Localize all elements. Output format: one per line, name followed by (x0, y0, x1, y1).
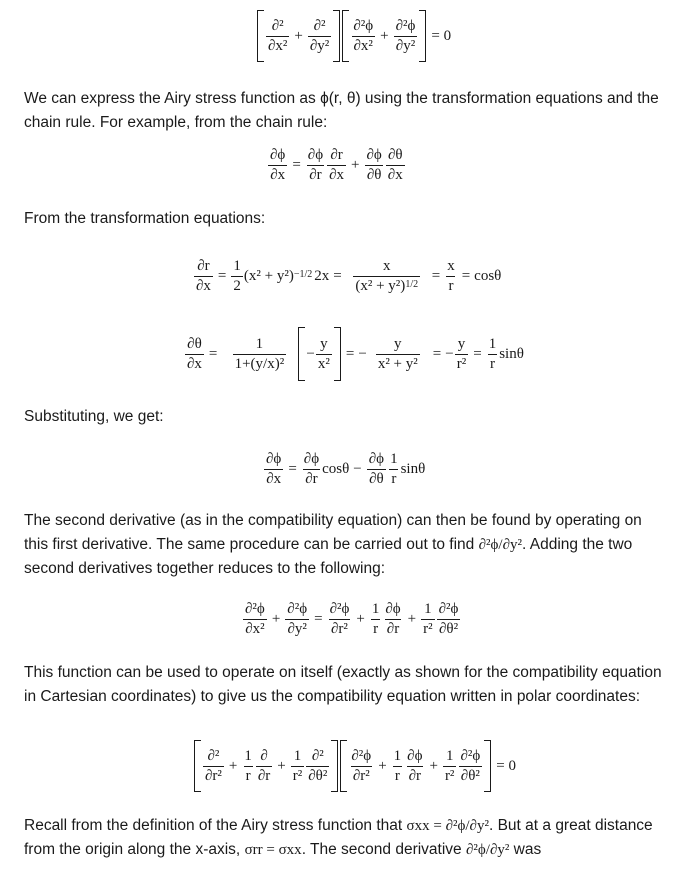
fraction: $\frac{y}{\text{r²}}$ (456, 335, 467, 372)
fraction: $\frac{x}{r}$ (447, 257, 455, 294)
fraction: $\frac{\partial r}{\partial x}$ (329, 146, 345, 183)
equation-chain-rule: $\frac{\partial\phi}{\partial x}$ = $\frac{\partial\phi}{\partial r}$ $\frac{\partial r}{\partial x}$ + $\frac{\partial\phi}{\partial\theta}$ $\frac{\partial\theta}{\partial x}$ (270, 146, 403, 183)
left-bracket (342, 10, 349, 62)
fraction: $\frac{1}{\text{r²}}$ (292, 747, 303, 784)
equation-dr-dx: $\frac{\partial r}{\partial x}$ = $\frac{1}{2}$ (x² + y²) $^{-1/2}$ 2x = $\frac{x}{(x^2 + y^2)^{1/2}}$ = $\frac{x}{r}$ = cosθ (196, 257, 502, 294)
fraction: $\frac{\partial\phi}{\partial r}$ (407, 747, 423, 784)
left-bracket (298, 327, 305, 381)
fraction: $\frac{\partial\phi}{\partial\theta}$ (368, 450, 385, 487)
fraction: $\frac{1}{r}$ (488, 335, 497, 372)
fraction: $\frac{y}{\text{x²}}$ (317, 335, 330, 372)
right-bracket (334, 327, 341, 381)
fraction: $\frac{\partial}{\partial r}$ (257, 747, 271, 784)
fraction: $\frac{\partial\phi}{\partial r}$ (385, 600, 401, 637)
fraction: $\frac{\text{∂²}}{\text{∂θ²}}$ (308, 747, 328, 784)
fraction: $\frac{\text{∂²}}{\text{∂r²}}$ (205, 747, 222, 784)
paragraph-substituting: Substituting, we get: (24, 408, 164, 425)
left-bracket (340, 740, 347, 792)
fraction: $\frac{\text{∂²ϕ}}{\text{∂x²}}$ (353, 17, 374, 54)
fraction: $\frac{1}{\text{r²}}$ (444, 747, 455, 784)
fraction: $\frac{1}{r}$ (390, 450, 398, 487)
paragraph-second-derivative: The second derivative (as in the compatibility equation) can then be found by operating on this first derivative. The same procedure can be carried out to find ∂²ϕ/∂y². Adding the two second derivatives together reduces to the following: (24, 512, 642, 577)
fraction: $\frac{\partial\theta}{\partial x}$ (387, 146, 403, 183)
fraction: $\frac{\partial\theta}{\partial x}$ (187, 335, 202, 372)
fraction: $\frac{\partial r}{\partial x}$ (196, 257, 211, 294)
right-bracket (331, 740, 338, 792)
fraction: $\frac{\text{∂²}}{\text{∂x²}}$ (268, 17, 288, 54)
fraction: $\frac{1}{\text{1+(y/x)²}}$ (234, 335, 285, 372)
fraction: $\frac{\text{∂²ϕ}}{\text{∂θ²}}$ (460, 747, 481, 784)
equation-laplacian-polar: $\frac{\text{∂²ϕ}}{\text{∂x²}}$ + $\frac{\text{∂²ϕ}}{\text{∂y²}}$ = $\frac{\text{∂²ϕ}}{\text{∂r²}}$ + $\frac{1}{r}$ $\frac{\partial\phi}{\partial r}$ + $\frac{1}{\text{r²}}$ $\frac{\text{∂²ϕ}}{\text{∂θ²}}$ (245, 600, 459, 637)
fraction: $\frac{1}{r}$ (393, 747, 402, 784)
fraction: $\frac{1}{r}$ (371, 600, 380, 637)
fraction: $\frac{1}{r}$ (244, 747, 252, 784)
fraction: $\frac{\partial\phi}{\partial x}$ (270, 146, 286, 183)
fraction: $\frac{x}{(x^2 + y^2)^{1/2}}$ (355, 257, 419, 294)
right-bracket (333, 10, 340, 62)
fraction: $\frac{\text{∂²ϕ}}{\text{∂θ²}}$ (438, 600, 459, 637)
fraction: $\frac{\partial\phi}{\partial\theta}$ (366, 146, 382, 183)
fraction: $\frac{1}{\text{r²}}$ (423, 600, 433, 637)
right-bracket (419, 10, 426, 62)
equation-cartesian-compatibility: $\frac{\text{∂²}}{\text{∂x²}}$ + $\frac{\text{∂²}}{\text{∂y²}}$ $\frac{\text{∂²ϕ}}{\text{∂x²}}$ + $\frac{\text{∂²ϕ}}{\text{∂y²}}$ = 0 (256, 8, 455, 64)
left-bracket (257, 10, 264, 62)
fraction: $\frac{\text{∂²ϕ}}{\text{∂r²}}$ (351, 747, 372, 784)
equation-dtheta-dx: $\frac{\partial\theta}{\partial x}$ = $\frac{1}{\text{1+(y/x)²}}$ − $\frac{y}{\text{x²}}$ = − $\frac{y}{\text{x² + y²}}$ = − $\frac{y}{\text{r²}}$ = $\frac{1}{r}$ sinθ (184, 325, 524, 383)
fraction: $\frac{\partial\phi}{\partial x}$ (266, 450, 282, 487)
fraction: $\frac{1}{2}$ (233, 257, 241, 294)
paragraph-airy-chain-rule: We can express the Airy stress function as ϕ(r, θ) using the transformation equations and the chain rule. For example, from the chain rule: (24, 90, 659, 131)
fraction: $\frac{\text{∂²}}{\text{∂y²}}$ (309, 17, 330, 54)
fraction: $\frac{\partial\phi}{\partial r}$ (307, 146, 324, 183)
equation-polar-compatibility: $\frac{\text{∂²}}{\text{∂r²}}$ + $\frac{1}{r}$ $\frac{\partial}{\partial r}$ + $\frac{1}{\text{r²}}$ $\frac{\text{∂²}}{\text{∂θ²}}$ $\frac{\text{∂²ϕ}}{\text{∂r²}}$ + $\frac{1}{r}$ $\frac{\partial\phi}{\partial r}$ + $\frac{1}{\text{r²}}$ $\frac{\text{∂²ϕ}}{\text{∂θ²}}$ = 0 (193, 738, 520, 794)
fraction: $\frac{y}{\text{x² + y²}}$ (377, 335, 418, 372)
equation-dphi-dx: $\frac{\partial\phi}{\partial x}$ = $\frac{\partial\phi}{\partial r}$ cosθ − $\frac{\partial\phi}{\partial\theta}$ $\frac{1}{r}$ sinθ (266, 450, 426, 487)
fraction: $\frac{\partial\phi}{\partial r}$ (303, 450, 320, 487)
fraction: $\frac{\text{∂²ϕ}}{\text{∂x²}}$ (245, 600, 265, 637)
fraction: $\frac{\text{∂²ϕ}}{\text{∂r²}}$ (329, 600, 350, 637)
paragraph-operate-on-itself: This function can be used to operate on itself (exactly as shown for the compatibility equation in Cartesian coordinates) to give us the compatibility equation written in polar coordinates: (24, 664, 662, 705)
right-bracket (484, 740, 491, 792)
left-bracket (194, 740, 201, 792)
fraction: $\frac{\text{∂²ϕ}}{\text{∂y²}}$ (395, 17, 416, 54)
paragraph-transformation: From the transformation equations: (24, 210, 266, 227)
fraction: $\frac{\text{∂²ϕ}}{\text{∂y²}}$ (287, 600, 308, 637)
paragraph-recall-definition: Recall from the definition of the Airy stress function that σxx = ∂²ϕ/∂y². But at a great distance from the origin along the x-axis, σrr = σxx. The second derivative ∂²ϕ/∂y² was (24, 817, 653, 858)
